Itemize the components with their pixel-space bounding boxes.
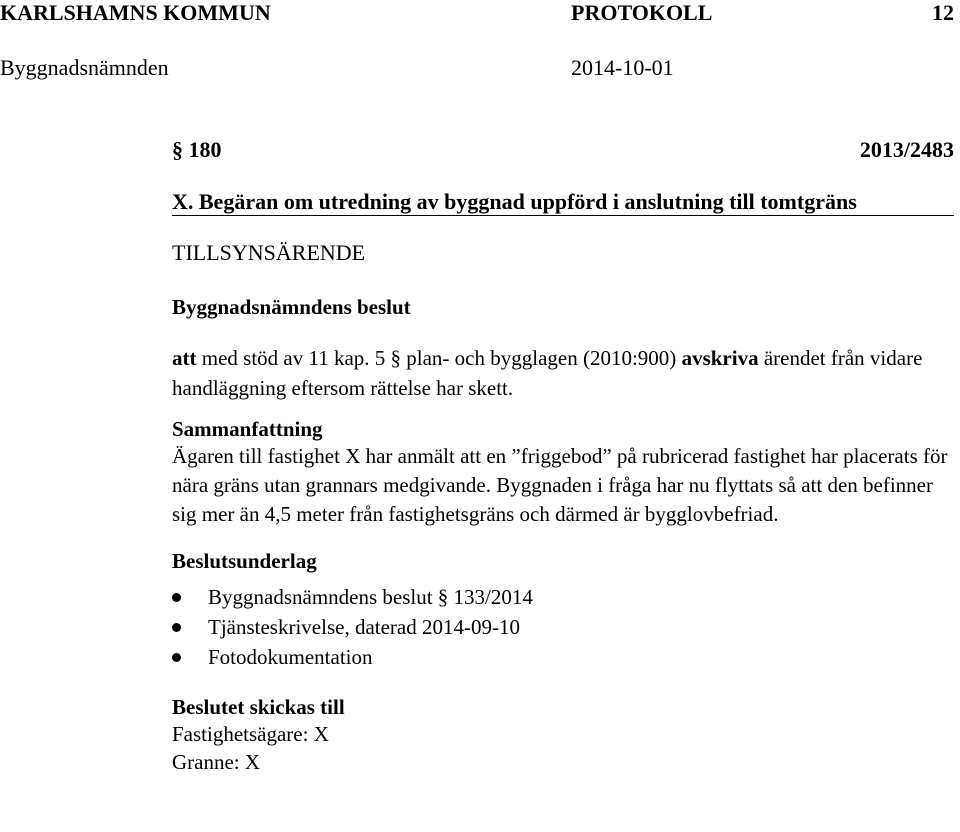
decision-keyword: avskriva (681, 345, 759, 370)
send-to-heading: Beslutet skickas till (172, 694, 345, 719)
summary-heading: Sammanfattning (172, 416, 323, 441)
decision-text-part1: med stöd av 11 kap. 5 (196, 345, 391, 370)
case-reference: 2013/2483 (859, 137, 954, 162)
decision-att: att (172, 345, 197, 370)
case-type: TILLSYNSÄRENDE (172, 240, 366, 265)
decision-section-sign: § (390, 345, 402, 370)
paragraph-number-value: 180 (188, 137, 222, 162)
list-item (172, 612, 954, 642)
document-type: PROTOKOLL (571, 0, 713, 25)
bullet-icon (172, 593, 181, 602)
list-item (172, 582, 954, 612)
list-item (172, 642, 954, 672)
basis-item-label: Tjänsteskrivelse, daterad 2014-09-10 (208, 614, 520, 639)
basis-item-label: Byggnadsnämndens beslut § 133/2014 (208, 584, 533, 609)
basis-heading: Beslutsunderlag (172, 548, 317, 573)
board-name: Byggnadsnämnden (0, 55, 169, 80)
bullet-icon (172, 623, 181, 632)
basis-list (172, 582, 954, 672)
case-number-row (172, 137, 954, 167)
case-content (172, 137, 954, 776)
organization-name: KARLSHAMNS KOMMUN (0, 0, 271, 25)
paragraph-sign: § (172, 137, 183, 162)
basis-item-label: Fotodokumentation (208, 644, 373, 669)
decision-text (172, 343, 954, 403)
summary-text: Ägaren till fastighet X har anmält att en ”friggebod” på rubricerad fastighet har placerats för nära gräns utan grannars medgivande. Byggnaden i fråga har nu flyttats så att den befinner sig mer än 4,5 meter från fastighetsgräns och därmed är bygglovbefriad. (172, 443, 948, 526)
send-to-list (172, 720, 954, 776)
bullet-icon (172, 653, 181, 662)
header-top-row (0, 0, 960, 28)
recipient: Fastighetsägare: X (172, 721, 329, 746)
decision-text-part3: ärendet från vidare handläggning eftersom rättelse har skett. (172, 345, 923, 400)
recipient: Granne: X (172, 749, 261, 774)
meeting-date: 2014-10-01 (571, 55, 674, 80)
decision-text-part2: plan- och bygglagen (2010:900) (401, 345, 682, 370)
header-second-row (0, 55, 960, 83)
paragraph-number (172, 137, 222, 163)
decision-heading: Byggnadsnämndens beslut (172, 295, 411, 320)
case-title: X. Begäran om utredning av byggnad uppförd i anslutning till tomtgräns (172, 189, 954, 216)
page-number: 12 (932, 0, 954, 25)
